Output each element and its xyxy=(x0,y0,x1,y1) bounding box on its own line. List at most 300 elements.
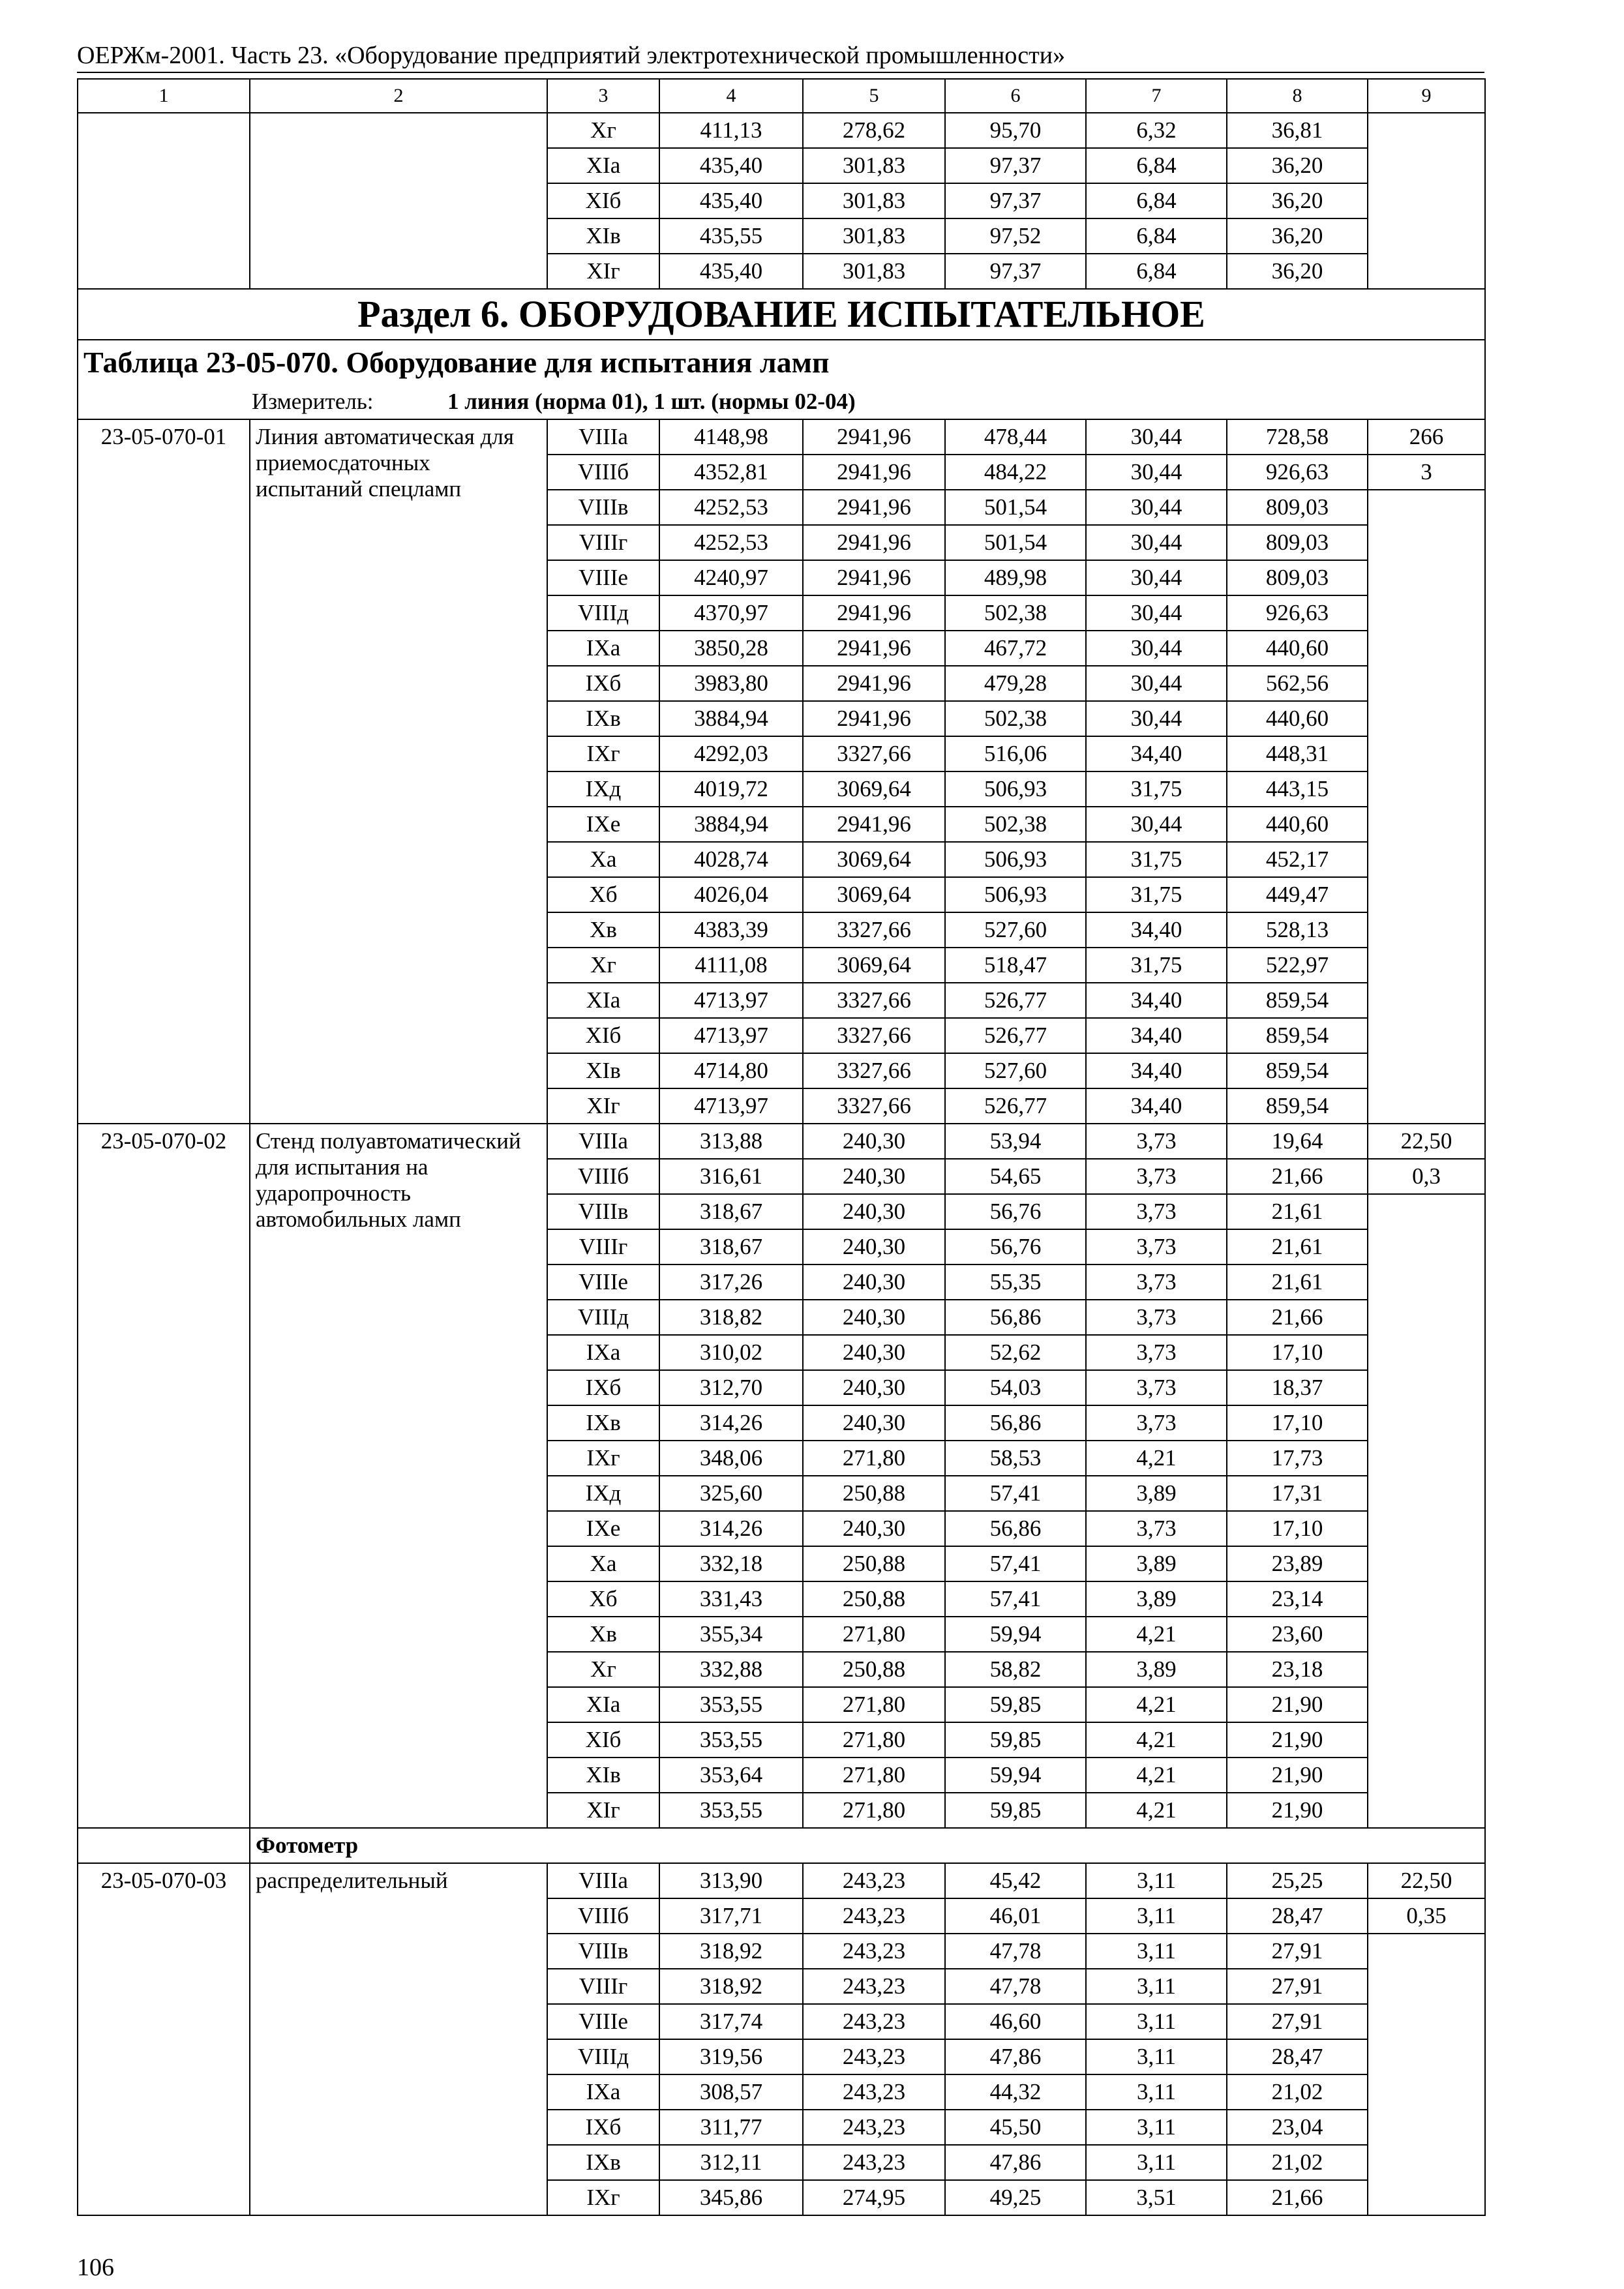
cell-labor: 3327,66 xyxy=(803,912,945,948)
cell-total: 312,70 xyxy=(659,1370,803,1405)
cell-total: 317,26 xyxy=(659,1264,803,1300)
cell-materials: 21,61 xyxy=(1227,1264,1368,1300)
cell-materials: 36,20 xyxy=(1227,218,1368,254)
cell-resource-group: IXв xyxy=(547,701,659,736)
cell-total: 4383,39 xyxy=(659,912,803,948)
cell-total: 4111,08 xyxy=(659,948,803,983)
cell-machines: 97,37 xyxy=(945,148,1086,183)
cell-labor: 243,23 xyxy=(803,1863,945,1898)
cell-machines: 97,52 xyxy=(945,218,1086,254)
cell-drivers: 30,44 xyxy=(1086,490,1227,525)
cell-labor: 243,23 xyxy=(803,1934,945,1969)
cell-machines: 516,06 xyxy=(945,736,1086,771)
cell-materials: 440,60 xyxy=(1227,631,1368,666)
cell-total: 4370,97 xyxy=(659,595,803,631)
cell-resource-group: VIIIд xyxy=(547,1300,659,1335)
cell-resource-group: VIIIе xyxy=(547,2004,659,2039)
meter-label: Измеритель: xyxy=(252,389,374,414)
cell-resource-group: VIIIб xyxy=(547,455,659,490)
cell-resource-group: XIб xyxy=(547,1722,659,1758)
cell-labor: 3327,66 xyxy=(803,1053,945,1088)
column-number-row xyxy=(78,79,1485,113)
cell-drivers: 3,11 xyxy=(1086,2110,1227,2145)
table-title-row xyxy=(78,340,1485,385)
cell-code: 23-05-070-02 xyxy=(78,1124,250,1828)
cell-materials: 17,10 xyxy=(1227,1335,1368,1370)
cell-materials: 18,37 xyxy=(1227,1370,1368,1405)
cell-materials: 21,90 xyxy=(1227,1758,1368,1793)
cell-drivers: 3,11 xyxy=(1086,2145,1227,2180)
meter-cell xyxy=(78,385,1485,419)
table-title: Таблица 23-05-070. Оборудование для испытания ламп xyxy=(78,340,1485,385)
cell-resource-group: Xа xyxy=(547,1546,659,1581)
meter-row xyxy=(78,385,1485,419)
cell-resource-group: VIIIб xyxy=(547,1898,659,1934)
cell-total: 435,40 xyxy=(659,183,803,218)
cell-labor: 240,30 xyxy=(803,1405,945,1441)
cell-resource-group: VIIIг xyxy=(547,1229,659,1264)
cell-drivers: 3,11 xyxy=(1086,1969,1227,2004)
cell-machines: 56,86 xyxy=(945,1405,1086,1441)
cell-machines: 467,72 xyxy=(945,631,1086,666)
cell-total: 4252,53 xyxy=(659,490,803,525)
cell-materials: 21,66 xyxy=(1227,1300,1368,1335)
cell-drivers: 4,21 xyxy=(1086,1441,1227,1476)
cell-labor: 240,30 xyxy=(803,1511,945,1546)
cell-col9: 266 xyxy=(1368,419,1485,455)
cell-drivers: 34,40 xyxy=(1086,912,1227,948)
cell-resource-group: VIIIа xyxy=(547,419,659,455)
cell-drivers: 3,89 xyxy=(1086,1476,1227,1511)
cell-resource-group: IXа xyxy=(547,1335,659,1370)
cell-labor: 2941,96 xyxy=(803,666,945,701)
table-row xyxy=(78,1863,1485,1898)
cell-labor: 240,30 xyxy=(803,1300,945,1335)
cell-total: 318,92 xyxy=(659,1934,803,1969)
cell-drivers: 30,44 xyxy=(1086,560,1227,595)
cell-resource-group: VIIIв xyxy=(547,1194,659,1229)
cell-total: 4028,74 xyxy=(659,842,803,877)
cell-resource-group: IXг xyxy=(547,1441,659,1476)
cell-total: 319,56 xyxy=(659,2039,803,2074)
cell-materials: 25,25 xyxy=(1227,1863,1368,1898)
cell-resource-group: IXв xyxy=(547,2145,659,2180)
header-rule xyxy=(77,72,1484,73)
cell-machines: 44,32 xyxy=(945,2074,1086,2110)
cell-drivers: 3,73 xyxy=(1086,1264,1227,1300)
cell-materials: 36,20 xyxy=(1227,148,1368,183)
cell-machines: 54,03 xyxy=(945,1370,1086,1405)
cell-labor: 2941,96 xyxy=(803,560,945,595)
cell-name xyxy=(250,113,547,289)
column-number: 9 xyxy=(1368,79,1485,113)
section-title: Раздел 6. ОБОРУДОВАНИЕ ИСПЫТАТЕЛЬНОЕ xyxy=(78,289,1485,340)
cell-drivers: 6,32 xyxy=(1086,113,1227,148)
cell-resource-group: VIIIд xyxy=(547,595,659,631)
cell-total: 348,06 xyxy=(659,1441,803,1476)
cell-total: 435,40 xyxy=(659,254,803,289)
cell-drivers: 6,84 xyxy=(1086,148,1227,183)
cell-drivers: 3,11 xyxy=(1086,2074,1227,2110)
cell-materials: 859,54 xyxy=(1227,983,1368,1018)
cell-labor: 243,23 xyxy=(803,1969,945,2004)
cell-resource-group: Xг xyxy=(547,948,659,983)
cell-materials: 21,02 xyxy=(1227,2145,1368,2180)
cell-total: 312,11 xyxy=(659,2145,803,2180)
cell-drivers: 6,84 xyxy=(1086,254,1227,289)
cell-drivers: 3,11 xyxy=(1086,2004,1227,2039)
cell-labor: 2941,96 xyxy=(803,419,945,455)
cell-col9: 3 xyxy=(1368,455,1485,490)
cell-resource-group: XIг xyxy=(547,1793,659,1828)
cell-machines: 47,78 xyxy=(945,1934,1086,1969)
cell-labor: 271,80 xyxy=(803,1793,945,1828)
cell-materials: 21,66 xyxy=(1227,2180,1368,2215)
cell-machines: 97,37 xyxy=(945,183,1086,218)
cell-resource-group: XIв xyxy=(547,1758,659,1793)
cell-total: 3884,94 xyxy=(659,701,803,736)
rates-table xyxy=(77,78,1486,2216)
cell-labor: 3327,66 xyxy=(803,1018,945,1053)
cell-materials: 27,91 xyxy=(1227,1934,1368,1969)
cell-resource-group: VIIIг xyxy=(547,1969,659,2004)
cell-materials: 23,14 xyxy=(1227,1581,1368,1617)
cell-resource-group: IXг xyxy=(547,736,659,771)
cell-materials: 17,73 xyxy=(1227,1441,1368,1476)
cell-total: 331,43 xyxy=(659,1581,803,1617)
cell-col9: 0,35 xyxy=(1368,1898,1485,1934)
cell-drivers: 30,44 xyxy=(1086,807,1227,842)
cell-machines: 47,78 xyxy=(945,1969,1086,2004)
cell-machines: 527,60 xyxy=(945,1053,1086,1088)
cell-drivers: 31,75 xyxy=(1086,948,1227,983)
cell-labor: 271,80 xyxy=(803,1722,945,1758)
cell-machines: 506,93 xyxy=(945,842,1086,877)
cell-materials: 19,64 xyxy=(1227,1124,1368,1159)
cell-materials: 23,04 xyxy=(1227,2110,1368,2145)
cell-drivers: 3,89 xyxy=(1086,1581,1227,1617)
cell-total: 318,92 xyxy=(659,1969,803,2004)
cell-drivers: 3,73 xyxy=(1086,1124,1227,1159)
cell-labor: 3327,66 xyxy=(803,1088,945,1124)
cell-drivers: 6,84 xyxy=(1086,218,1227,254)
cell-machines: 47,86 xyxy=(945,2039,1086,2074)
cell-machines: 95,70 xyxy=(945,113,1086,148)
cell-total: 308,57 xyxy=(659,2074,803,2110)
cell-machines: 501,54 xyxy=(945,490,1086,525)
cell-resource-group: VIIIе xyxy=(547,1264,659,1300)
cell-materials: 809,03 xyxy=(1227,525,1368,560)
cell-resource-group: XIа xyxy=(547,148,659,183)
cell-materials: 27,91 xyxy=(1227,1969,1368,2004)
cell-total: 317,71 xyxy=(659,1898,803,1934)
cell-total: 4713,97 xyxy=(659,1088,803,1124)
cell-materials: 23,18 xyxy=(1227,1652,1368,1687)
cell-materials: 36,81 xyxy=(1227,113,1368,148)
cell-labor: 240,30 xyxy=(803,1194,945,1229)
cell-machines: 52,62 xyxy=(945,1335,1086,1370)
cell-total: 318,82 xyxy=(659,1300,803,1335)
cell-materials: 21,61 xyxy=(1227,1194,1368,1229)
cell-materials: 28,47 xyxy=(1227,1898,1368,1934)
cell-drivers: 3,89 xyxy=(1086,1546,1227,1581)
cell-total: 4026,04 xyxy=(659,877,803,912)
cell-machines: 526,77 xyxy=(945,983,1086,1018)
cell-total: 353,55 xyxy=(659,1722,803,1758)
cell-labor: 2941,96 xyxy=(803,490,945,525)
cell-machines: 484,22 xyxy=(945,455,1086,490)
cell-resource-group: Xг xyxy=(547,1652,659,1687)
cell-drivers: 3,11 xyxy=(1086,1863,1227,1898)
cell-resource-group: IXб xyxy=(547,1370,659,1405)
cell-materials: 28,47 xyxy=(1227,2039,1368,2074)
cell-drivers: 4,21 xyxy=(1086,1758,1227,1793)
cell-total: 313,90 xyxy=(659,1863,803,1898)
cell-drivers: 3,73 xyxy=(1086,1300,1227,1335)
cell-machines: 526,77 xyxy=(945,1018,1086,1053)
cell-labor: 2941,96 xyxy=(803,525,945,560)
cell-drivers: 30,44 xyxy=(1086,419,1227,455)
cell-machines: 518,47 xyxy=(945,948,1086,983)
cell-machines: 57,41 xyxy=(945,1546,1086,1581)
cell-labor: 243,23 xyxy=(803,2110,945,2145)
cell-total: 345,86 xyxy=(659,2180,803,2215)
cell-machines: 53,94 xyxy=(945,1124,1086,1159)
cell-total: 314,26 xyxy=(659,1405,803,1441)
cell-materials: 443,15 xyxy=(1227,771,1368,807)
cell-labor: 250,88 xyxy=(803,1581,945,1617)
cell-resource-group: IXа xyxy=(547,2074,659,2110)
cell-drivers: 6,84 xyxy=(1086,183,1227,218)
cell-materials: 448,31 xyxy=(1227,736,1368,771)
cell-machines: 56,76 xyxy=(945,1229,1086,1264)
subheading-row xyxy=(78,1828,1485,1863)
cell-resource-group: IXб xyxy=(547,666,659,701)
cell-machines: 46,01 xyxy=(945,1898,1086,1934)
cell-resource-group: IXг xyxy=(547,2180,659,2215)
cell-total: 3884,94 xyxy=(659,807,803,842)
cell-name: распределительный xyxy=(250,1863,547,2215)
cell-resource-group: IXб xyxy=(547,2110,659,2145)
cell-labor: 240,30 xyxy=(803,1264,945,1300)
cell-col9: 22,50 xyxy=(1368,1124,1485,1159)
column-number: 8 xyxy=(1227,79,1368,113)
cell-resource-group: IXа xyxy=(547,631,659,666)
cell-machines: 55,35 xyxy=(945,1264,1086,1300)
cell-materials: 36,20 xyxy=(1227,183,1368,218)
cell-materials: 23,60 xyxy=(1227,1617,1368,1652)
cell-total: 310,02 xyxy=(659,1335,803,1370)
cell-machines: 46,60 xyxy=(945,2004,1086,2039)
cell-total: 4292,03 xyxy=(659,736,803,771)
cell-labor: 3327,66 xyxy=(803,983,945,1018)
cell-labor: 243,23 xyxy=(803,2004,945,2039)
cell-total: 313,88 xyxy=(659,1124,803,1159)
cell-machines: 502,38 xyxy=(945,595,1086,631)
cell-materials: 17,10 xyxy=(1227,1511,1368,1546)
cell-total: 411,13 xyxy=(659,113,803,148)
section-heading-row xyxy=(78,289,1485,340)
cell-name: Стенд полуавтоматический для испытания на ударопрочность автомобильных ламп xyxy=(250,1124,547,1828)
cell-labor: 271,80 xyxy=(803,1687,945,1722)
cell-drivers: 3,51 xyxy=(1086,2180,1227,2215)
cell-labor: 271,80 xyxy=(803,1441,945,1476)
cell-labor: 250,88 xyxy=(803,1652,945,1687)
cell-machines: 506,93 xyxy=(945,771,1086,807)
cell-drivers: 30,44 xyxy=(1086,455,1227,490)
cell-total: 353,55 xyxy=(659,1793,803,1828)
cell-machines: 57,41 xyxy=(945,1581,1086,1617)
cell-machines: 489,98 xyxy=(945,560,1086,595)
cell-materials: 926,63 xyxy=(1227,455,1368,490)
meter-text: 1 линия (норма 01), 1 шт. (нормы 02-04) xyxy=(447,389,856,414)
cell-materials: 36,20 xyxy=(1227,254,1368,289)
cell-drivers: 3,73 xyxy=(1086,1511,1227,1546)
cell-drivers: 31,75 xyxy=(1086,842,1227,877)
running-header: ОЕРЖм-2001. Часть 23. «Оборудование предприятий электротехнической промышленности» xyxy=(77,42,1066,69)
cell-labor: 243,23 xyxy=(803,2145,945,2180)
cell-machines: 59,85 xyxy=(945,1793,1086,1828)
cell-materials: 926,63 xyxy=(1227,595,1368,631)
cell-resource-group: VIIIа xyxy=(547,1863,659,1898)
cell-resource-group: IXд xyxy=(547,1476,659,1511)
cell-resource-group: XIг xyxy=(547,254,659,289)
cell-labor: 301,83 xyxy=(803,218,945,254)
cell-resource-group: XIб xyxy=(547,183,659,218)
cell-drivers: 30,44 xyxy=(1086,631,1227,666)
cell-machines: 49,25 xyxy=(945,2180,1086,2215)
cell-total: 353,55 xyxy=(659,1687,803,1722)
cell-labor: 243,23 xyxy=(803,1898,945,1934)
cell-drivers: 34,40 xyxy=(1086,1053,1227,1088)
cell-machines: 45,42 xyxy=(945,1863,1086,1898)
cell-labor: 3069,64 xyxy=(803,877,945,912)
cell-machines: 478,44 xyxy=(945,419,1086,455)
column-number: 6 xyxy=(945,79,1086,113)
cell-labor: 243,23 xyxy=(803,2074,945,2110)
cell-materials: 449,47 xyxy=(1227,877,1368,912)
cell-resource-group: Xв xyxy=(547,1617,659,1652)
cell-total: 4252,53 xyxy=(659,525,803,560)
cell-machines: 479,28 xyxy=(945,666,1086,701)
cell-resource-group: XIа xyxy=(547,1687,659,1722)
cell-resource-group: VIIIг xyxy=(547,525,659,560)
cell-resource-group: Xа xyxy=(547,842,659,877)
cell-total: 353,64 xyxy=(659,1758,803,1793)
cell-drivers: 3,11 xyxy=(1086,2039,1227,2074)
cell-materials: 21,90 xyxy=(1227,1722,1368,1758)
cell-labor: 271,80 xyxy=(803,1617,945,1652)
cell-total: 4240,97 xyxy=(659,560,803,595)
cell-machines: 502,38 xyxy=(945,807,1086,842)
cell-machines: 47,86 xyxy=(945,2145,1086,2180)
cell-col9-empty xyxy=(1368,1934,1485,2215)
cell-labor: 3069,64 xyxy=(803,771,945,807)
cell-drivers: 31,75 xyxy=(1086,771,1227,807)
cell-materials: 452,17 xyxy=(1227,842,1368,877)
cell-resource-group: VIIIв xyxy=(547,490,659,525)
cell-code: 23-05-070-01 xyxy=(78,419,250,1124)
cell-col9 xyxy=(1368,113,1485,289)
cell-resource-group: VIIIб xyxy=(547,1159,659,1194)
cell-total: 4148,98 xyxy=(659,419,803,455)
cell-machines: 56,86 xyxy=(945,1300,1086,1335)
cell-total: 3983,80 xyxy=(659,666,803,701)
cell-col9-empty xyxy=(1368,490,1485,1124)
subheading-label: Фотометр xyxy=(250,1828,1485,1863)
cell-machines: 527,60 xyxy=(945,912,1086,948)
cell-labor: 271,80 xyxy=(803,1758,945,1793)
cell-total: 3850,28 xyxy=(659,631,803,666)
cell-drivers: 3,73 xyxy=(1086,1370,1227,1405)
cell-materials: 440,60 xyxy=(1227,701,1368,736)
cell-materials: 21,02 xyxy=(1227,2074,1368,2110)
cell-machines: 506,93 xyxy=(945,877,1086,912)
cell-labor: 274,95 xyxy=(803,2180,945,2215)
cell-code: 23-05-070-03 xyxy=(78,1863,250,2215)
subheading-code xyxy=(78,1828,250,1863)
column-number: 4 xyxy=(659,79,803,113)
cell-drivers: 31,75 xyxy=(1086,877,1227,912)
cell-total: 355,34 xyxy=(659,1617,803,1652)
cell-labor: 301,83 xyxy=(803,254,945,289)
cell-resource-group: XIг xyxy=(547,1088,659,1124)
cell-materials: 859,54 xyxy=(1227,1088,1368,1124)
column-number: 3 xyxy=(547,79,659,113)
cell-drivers: 30,44 xyxy=(1086,666,1227,701)
cell-materials: 562,56 xyxy=(1227,666,1368,701)
cell-machines: 59,94 xyxy=(945,1617,1086,1652)
cell-drivers: 30,44 xyxy=(1086,701,1227,736)
cell-drivers: 4,21 xyxy=(1086,1722,1227,1758)
cell-drivers: 4,21 xyxy=(1086,1793,1227,1828)
cell-total: 314,26 xyxy=(659,1511,803,1546)
cell-labor: 240,30 xyxy=(803,1124,945,1159)
cell-drivers: 3,11 xyxy=(1086,1898,1227,1934)
cell-materials: 21,66 xyxy=(1227,1159,1368,1194)
cell-resource-group: Xв xyxy=(547,912,659,948)
table-row xyxy=(78,419,1485,455)
column-number: 5 xyxy=(803,79,945,113)
cell-machines: 58,82 xyxy=(945,1652,1086,1687)
cell-materials: 23,89 xyxy=(1227,1546,1368,1581)
cell-labor: 2941,96 xyxy=(803,455,945,490)
cell-labor: 250,88 xyxy=(803,1546,945,1581)
cell-labor: 301,83 xyxy=(803,183,945,218)
cell-materials: 522,97 xyxy=(1227,948,1368,983)
cell-materials: 859,54 xyxy=(1227,1053,1368,1088)
cell-total: 332,18 xyxy=(659,1546,803,1581)
cell-machines: 502,38 xyxy=(945,701,1086,736)
cell-materials: 809,03 xyxy=(1227,490,1368,525)
cell-machines: 54,65 xyxy=(945,1159,1086,1194)
cell-name: Линия автоматическая для приемосдаточных испытаний спецламп xyxy=(250,419,547,1124)
cell-total: 332,88 xyxy=(659,1652,803,1687)
page-number: 106 xyxy=(77,2254,114,2281)
table-row xyxy=(78,113,1485,148)
cell-drivers: 34,40 xyxy=(1086,1018,1227,1053)
cell-drivers: 30,44 xyxy=(1086,595,1227,631)
cell-resource-group: Xб xyxy=(547,1581,659,1617)
cell-drivers: 34,40 xyxy=(1086,1088,1227,1124)
cell-machines: 56,86 xyxy=(945,1511,1086,1546)
cell-machines: 59,85 xyxy=(945,1722,1086,1758)
column-number: 1 xyxy=(78,79,250,113)
cell-resource-group: VIIIа xyxy=(547,1124,659,1159)
cell-materials: 859,54 xyxy=(1227,1018,1368,1053)
cell-drivers: 3,73 xyxy=(1086,1229,1227,1264)
table-row xyxy=(78,1124,1485,1159)
